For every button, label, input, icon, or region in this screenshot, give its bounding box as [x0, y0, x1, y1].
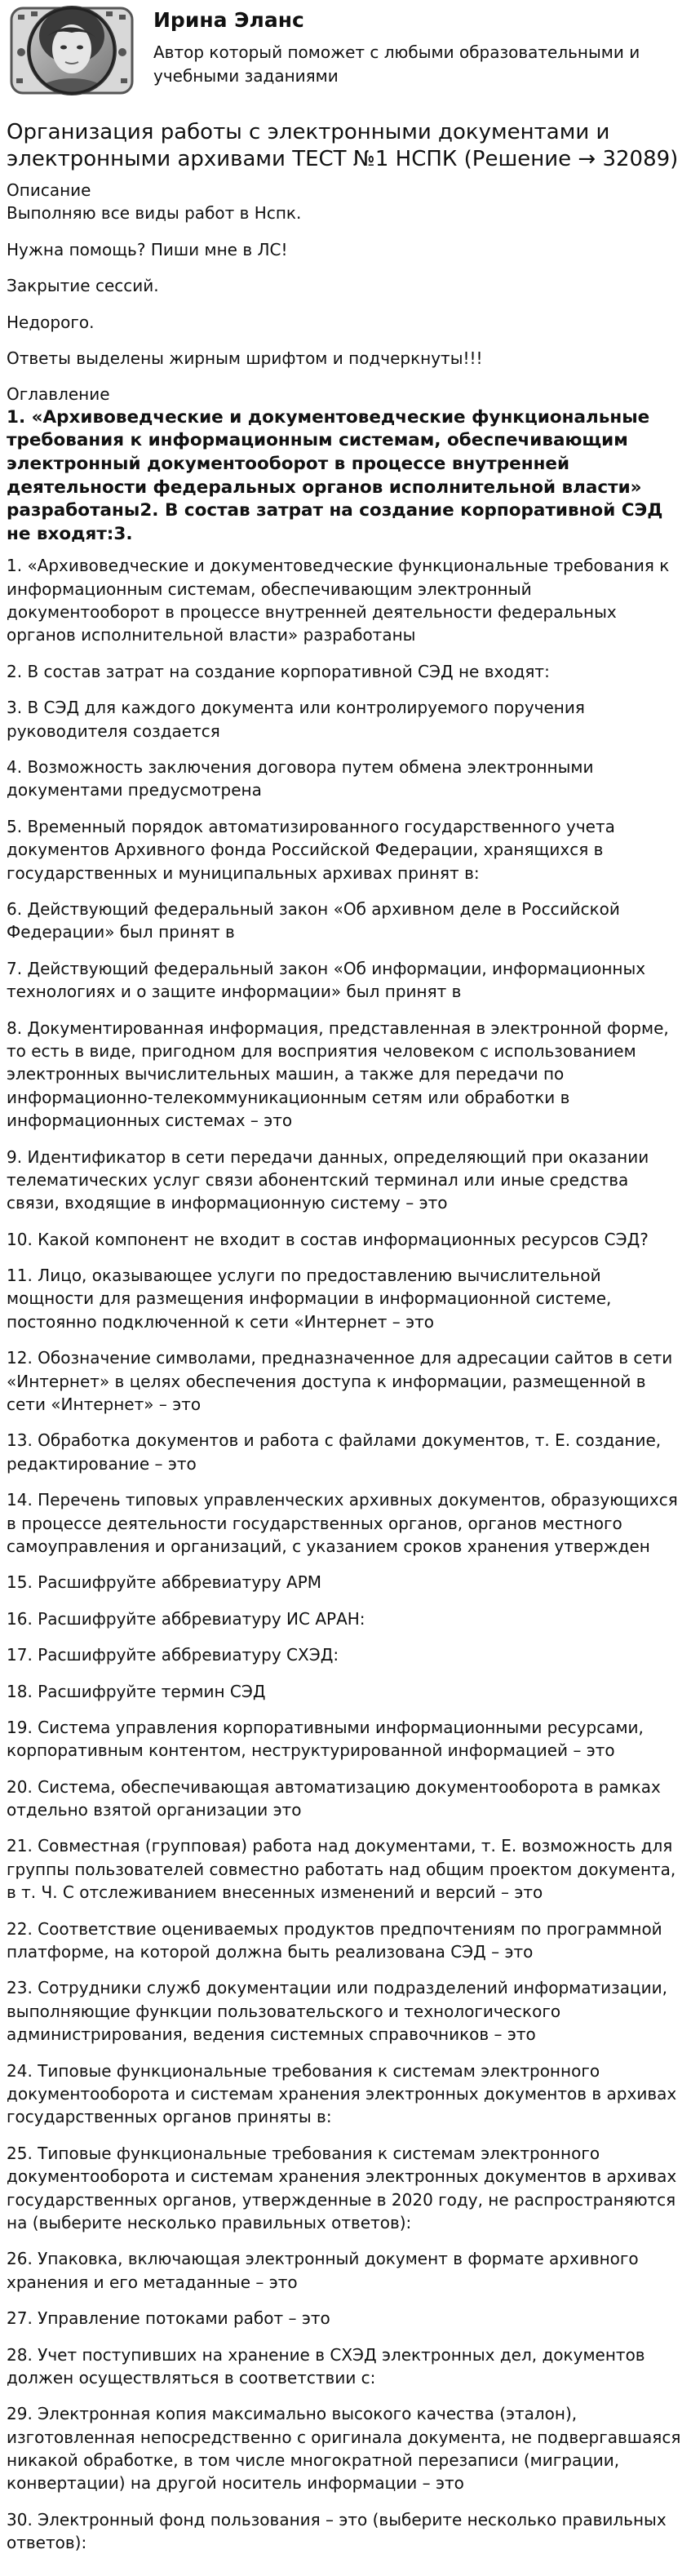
question-item: 14. Перечень типовых управленческих архивных документов, образующихся в процессе деятельности государственных органов, органов местного самоуправления и организаций, с указанием сроков хранения утвержден [7, 1490, 678, 1556]
question-item: 17. Расшифруйте аббревиатуру СХЭД: [7, 1645, 339, 1665]
author-info [153, 3, 659, 88]
question-item: 19. Система управления корпоративными информационными ресурсами, корпоративным контентом, неструктурированной информацией – это [7, 1717, 644, 1761]
question-item: 7. Действующий федеральный закон «Об информации, информационных технологиях и о защите информации» был принят в [7, 958, 646, 1002]
question-item: 23. Сотрудники служб документации или подразделений информатизации, выполняющие функции пользовательского и технологического администрирования, ведения системных справочников – это [7, 1978, 667, 2045]
avatar[interactable] [7, 3, 137, 101]
description-line: Ответы выделены жирным шрифтом и подчеркнуты!!! [7, 348, 483, 368]
description-line: Закрытие сессий. [7, 276, 159, 296]
question-item: 2. В состав затрат на создание корпоративной СЭД не входят: [7, 661, 550, 681]
question-item: 30. Электронный фонд пользования – это (выберите несколько правильных ответов): [7, 2509, 667, 2553]
description-line: Недорого. [7, 312, 95, 332]
page [0, 3, 691, 2576]
description-label: Описание [7, 180, 91, 200]
question-item: 11. Лицо, оказывающее услуги по предоставлению вычислительной мощности для размещения информации в информационной системе, постоянно подключенной к сети «Интернет – это [7, 1266, 612, 1332]
question-item: 18. Расшифруйте термин СЭД [7, 1681, 266, 1701]
description-block [7, 202, 684, 370]
avatar-image [7, 3, 137, 101]
question-item: 3. В СЭД для каждого документа или контролируемого поручения руководителя создается [7, 698, 585, 741]
toc-heading: 1. «Архивоведческие и документоведческие функциональные требования к информационным системам, обеспечивающим электронный документооборот в процессе внутренней деятельности федеральных органов исполнительной власти» разработаны2. В состав затрат на создание корпоративной СЭД не входят:3. [7, 406, 663, 544]
question-item: 27. Управление потоками работ – это [7, 2308, 330, 2329]
question-item: 8. Документированная информация, представленная в электронной форме, то есть в виде, пригодном для восприятия человеком с использованием электронных вычислительных машин, а также для передачи по информационно-телекоммуникационным сетям или обработки в информационных системах – это [7, 1018, 669, 1131]
question-item: 15. Расшифруйте аббревиатуру АРМ [7, 1572, 322, 1593]
question-item: 29. Электронная копия максимально высокого качества (эталон), изготовленная непосредственно с оригинала документа, не подвергавшаяся никакой обработке, в том числе многократной перезаписи (миграции, конвертации) на другой носитель информации – это [7, 2404, 681, 2494]
description-line: Выполняю все виды работ в Нспк. [7, 203, 302, 224]
question-item: 6. Действующий федеральный закон «Об архивном деле в Российской Федерации» был принят в [7, 898, 620, 942]
question-item: 25. Типовые функциональные требования к системам электронного документооборота и системам хранения электронных документов в архивах государственных органов, утвержденные в 2020 году, не распространяются на (выберите несколько правильных ответов): [7, 2143, 677, 2232]
question-item: 26. Упаковка, включающая электронный документ в формате архивного хранения и его метаданные – это [7, 2249, 639, 2292]
question-item: 5. Временный порядок автоматизированного государственного учета документов Архивного фонда Российской Федерации, хранящихся в государственных и муниципальных архивах принят в: [7, 816, 615, 883]
toc-label: Оглавление [7, 384, 110, 405]
question-item: 1. «Архивоведческие и документоведческие функциональные требования к информационным системам, обеспечивающим электронный документооборот в процессе внутренней деятельности федеральных органов исполнительной власти» разработаны [7, 556, 670, 645]
description-line: Нужна помощь? Пиши мне в ЛС! [7, 239, 288, 259]
question-item: 9. Идентификатор в сети передачи данных, определяющий при оказании телематических услуг связи абонентский терминал или иные средства связи, входящие в информационную систему – это [7, 1146, 649, 1213]
question-item: 20. Система, обеспечивающая автоматизацию документооборота в рамках отдельно взятой организации это [7, 1776, 661, 1820]
author-description: Автор который поможет с любыми образовательными и учебными заданиями [153, 42, 640, 86]
question-item: 24. Типовые функциональные требования к системам электронного документооборота и системам хранения электронных документов в архивах государственных органов приняты в: [7, 2060, 677, 2127]
question-list [7, 554, 684, 2554]
question-item: 4. Возможность заключения договора путем обмена электронными документами предусмотрена [7, 757, 594, 800]
question-item: 13. Обработка документов и работа с файлами документов, т. Е. создание, редактирование – это [7, 1430, 662, 1474]
question-item: 28. Учет поступивших на хранение в СХЭД электронных дел, документов должен осуществляться в соответствии с: [7, 2344, 645, 2388]
document-title: Организация работы с электронными документами и электронными архивами ТЕСТ №1 НСПК (Решение → 32089) [7, 120, 679, 171]
question-item: 16. Расшифруйте аббревиатуру ИС АРАН: [7, 1608, 365, 1629]
question-item: 12. Обозначение символами, предназначенное для адресации сайтов в сети «Интернет» в целях обеспечения доступа к информации, размещенной в сети «Интернет» – это [7, 1348, 673, 1415]
question-item: 21. Совместная (групповая) работа над документами, т. Е. возможность для группы пользователей совместно работать над общим проектом документа, в т. Ч. С отслеживанием внесенных изменений и версий – это [7, 1836, 676, 1903]
author-block [7, 3, 684, 101]
question-item: 22. Соответствие оцениваемых продуктов предпочтениям по программной платформе, на которой должна быть реализована СЭД – это [7, 1918, 662, 1962]
author-name[interactable]: Ирина Эланс [153, 8, 304, 32]
question-item: 10. Какой компонент не входит в состав информационных ресурсов СЭД? [7, 1229, 649, 1249]
